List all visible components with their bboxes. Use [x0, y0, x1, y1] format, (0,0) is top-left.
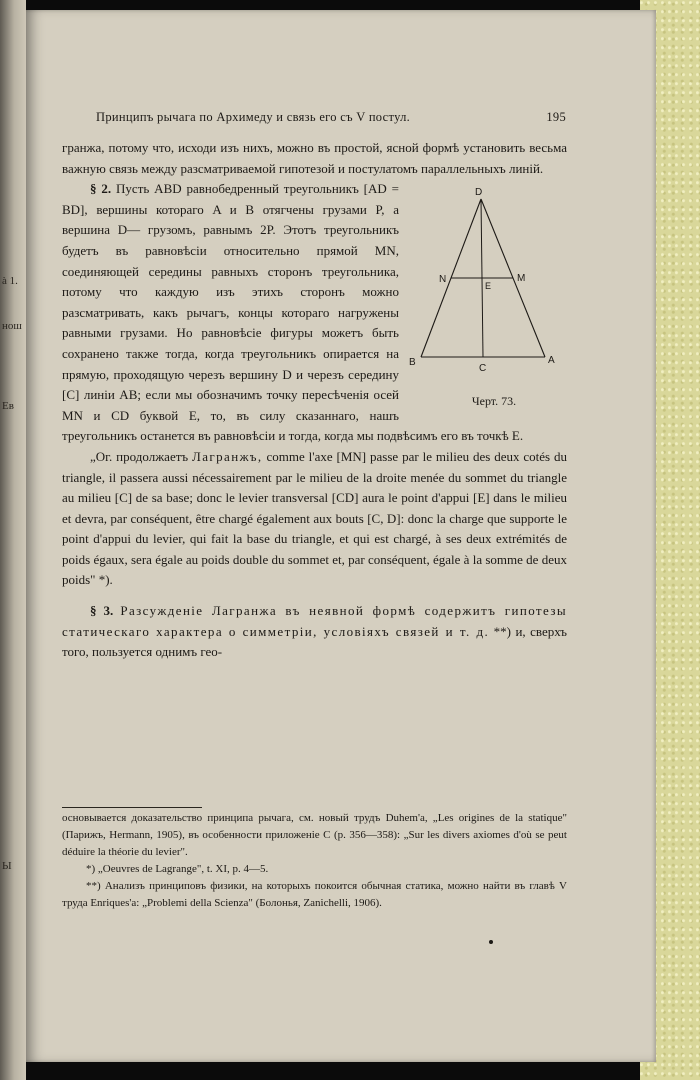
- ink-mark: [489, 940, 493, 944]
- label-a: A: [548, 355, 555, 367]
- label-c: C: [479, 363, 487, 375]
- paragraph-continuation: гранжа, потому что, исходи изъ нихъ, можно въ простой, ясной формѣ установить весьма важную связь между разсматриваемой гипотезой и постулатомъ параллельныхъ линій.: [62, 140, 567, 176]
- label-d: D: [475, 187, 483, 199]
- footnote-rule: [62, 807, 202, 808]
- running-header: [96, 110, 566, 125]
- footnote-2: **) Анализъ принциповъ физики, на которыхъ покоится обычная статика, можно найти въ главѣ V труда Enriques'a: „Problemi della Scienza" (Болонья, Zanichelli, 1906).: [62, 880, 567, 909]
- section-2-text: Пусть ABD равнобедренный треугольникъ [AD = BD], вершины котораго A и B отягчены грузами P, а вершина D— грузомъ, равнымъ 2P. Этотъ треугольникъ будетъ въ равновѣсіи относительно прямой MN, соединяющей середины равныхъ сторонъ треугольника, потому что каждую изъ этихъ сторонъ можно разсматривать, какъ рычагъ, концы котораго нагружены равными грузами. Но равновѣсіе фигуры можетъ быть сохранено также тогда, когда треугольникъ опирается на прямую, проходящую черезъ вершину D и черезъ середину [C] линіи AB; если мы обозначимъ точку пересѣченія осей MN и CD буквой E, то, въ силу сказаннаго, нашъ треугольникъ останется въ равновѣсіи и тогда, когда мы подвѣсимъ его въ точкѣ E.: [62, 181, 524, 444]
- label-m: M: [517, 273, 526, 285]
- section-3-number: § 3.: [90, 603, 114, 619]
- footnote-1: *) „Oeuvres de Lagrange", t. XI, p. 4—5.: [86, 863, 269, 875]
- section-3-text: **) и, сверхъ того, пользуется однимъ гео-: [62, 623, 567, 660]
- section-2-number: § 2.: [90, 181, 112, 197]
- facing-page-fragment: Ев: [2, 400, 14, 412]
- triangle-diagram: [409, 185, 579, 385]
- quote-text: comme l'axe [MN] passe par le milieu des deux cotés du triangle, il passera aussi nécessairement par le milieu de la droite menée du sommet du triangle au milieu [C] de sa base; donc le levier transversal [CD] aura le point d'appui [E] dans le milieu et devra, par conséquent, être chargé également aux bouts [C, D]: donc la charge que supporte le point d'appui du levier, qui fait la base du triangle, et qui est chargé, à ses deux extrémités de poids égaux, sera égale au poids double du sommet et, par conséquent, égale à la somme de deux poids" *).: [62, 448, 568, 588]
- footnote-continuation: основывается доказательство принципа рычага, см. новый трудъ Duhem'a, „Les origines de la statique" (Парижъ, Hermann, 1905), въ особенности приложеніе C (p. 356—358): „Sur les divers axiomes d'où se peut déduire la théorie du levier".: [62, 812, 567, 858]
- figure-73: [409, 185, 579, 410]
- label-e: E: [485, 281, 492, 292]
- section-3-spaced-text: Разсужденіе Лагранжа въ неявной формѣ содержитъ гипотезы статическаго характера о симметріи, условіяхъ связей и т. д.: [62, 603, 568, 639]
- lagrange-quote: [62, 447, 567, 591]
- facing-page-fragment: нош: [2, 320, 22, 332]
- figure-caption: Черт. 73.: [471, 394, 517, 409]
- label-b: B: [409, 357, 416, 369]
- label-n: N: [439, 274, 447, 286]
- section-3: [62, 601, 567, 663]
- page-number: 195: [546, 110, 566, 124]
- quote-lead: „Ог. продолжаетъ: [90, 448, 189, 464]
- running-title: Принципъ рычага по Архимеду и связь его съ V постул.: [96, 110, 411, 124]
- facing-page-fragment: à 1.: [2, 275, 18, 287]
- book-page: [26, 10, 656, 1062]
- facing-page-fragment: Ы: [2, 860, 12, 872]
- facing-page-edge: [0, 0, 26, 1080]
- footnotes: [62, 810, 567, 912]
- quote-author: Лагранжъ,: [192, 448, 263, 464]
- body-text: [62, 138, 567, 663]
